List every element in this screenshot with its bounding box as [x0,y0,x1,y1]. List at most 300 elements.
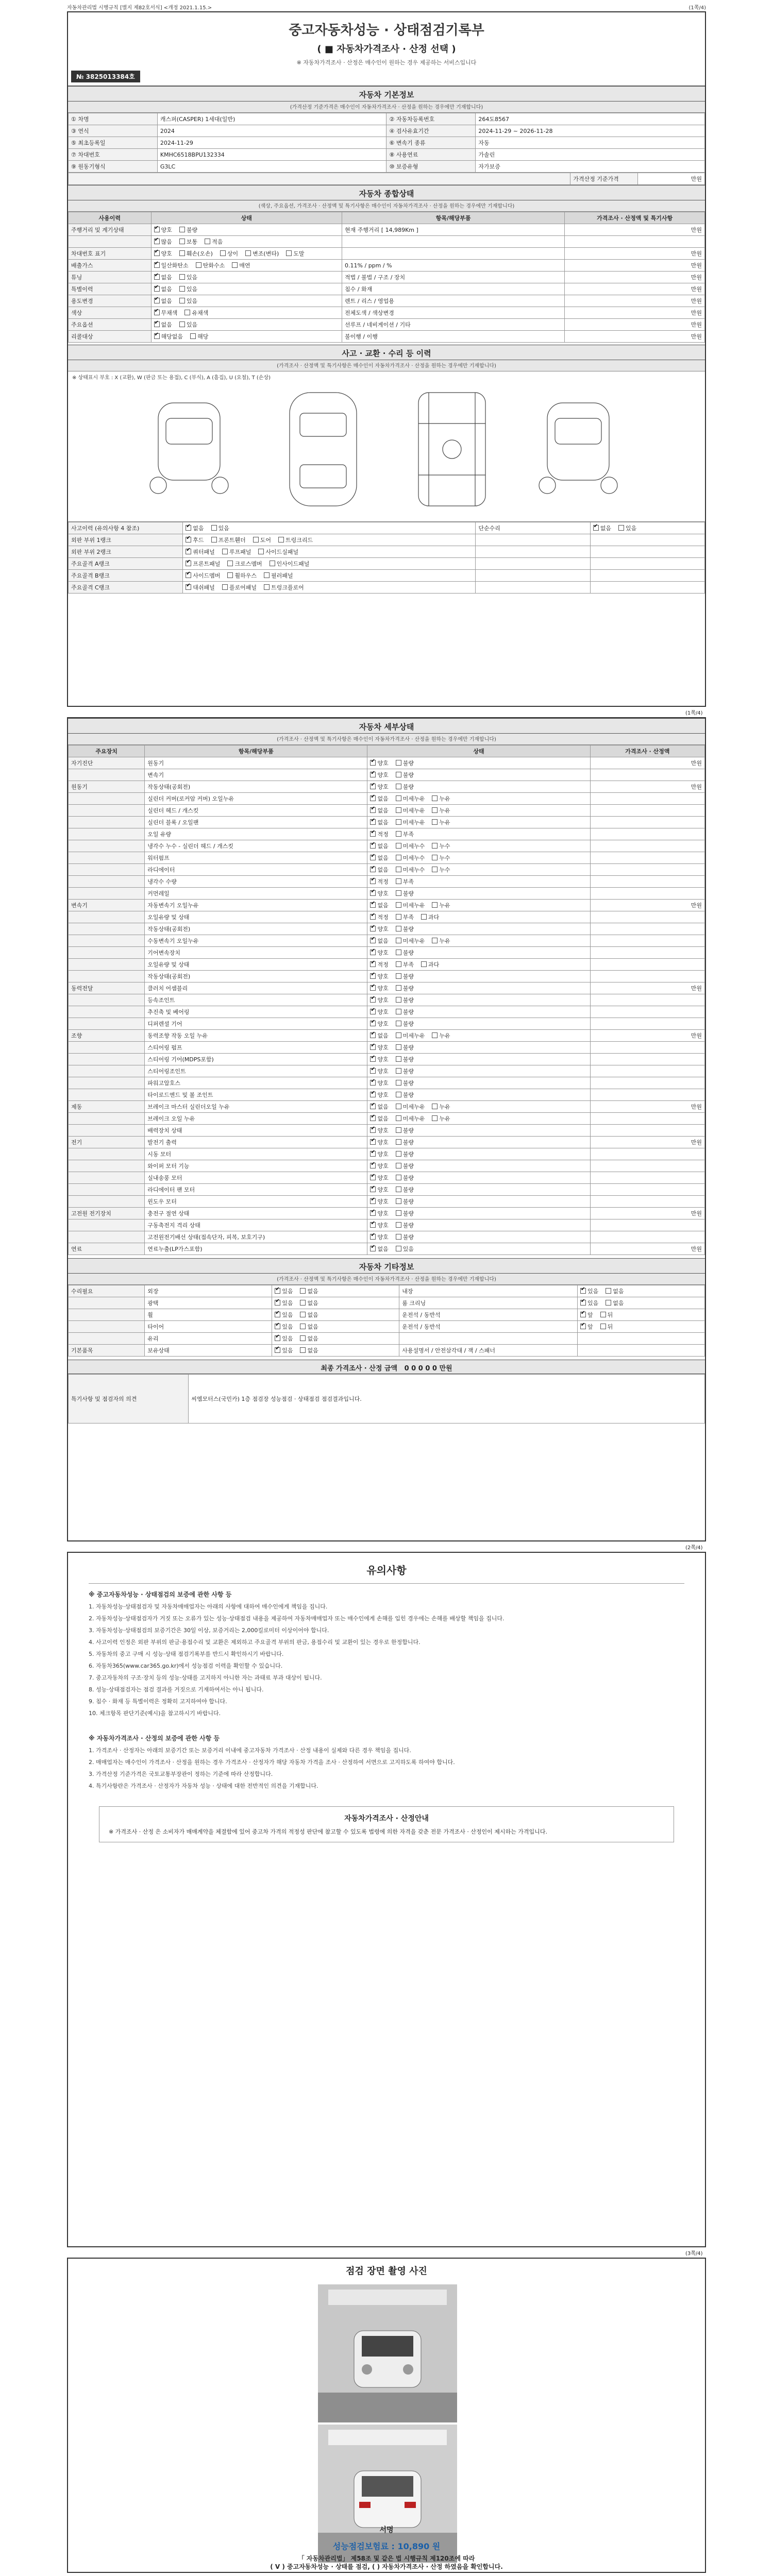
detail-status-option-label: 양호 [377,1210,389,1217]
detail-status-option[interactable] [396,1043,414,1052]
overall-status-option[interactable] [154,261,189,269]
detail-status-option[interactable] [370,794,388,803]
field-label: ⑥ 변속기 종류 [386,137,476,149]
overall-status-option[interactable] [154,309,178,317]
accident-option-label: 있음 [218,525,229,532]
detail-status-option-label: 양호 [377,1139,389,1146]
other-info-option[interactable] [600,1311,613,1319]
accident-option[interactable] [253,536,271,544]
accident-option[interactable] [186,548,215,556]
overall-detail: 렌트 / 리스 / 영업용 [342,295,565,307]
detail-device [69,947,145,959]
accident-option-label: 사이드멤버 [193,572,221,579]
price-guide-text: ※ 가격조사 · 산정 은 소비자가 매매계약을 체결함에 있어 중고차 가격의 적정성 판단에 참고할 수 있도록 법령에 의한 자격을 갖춘 전문 가격조사 · 산정인이 제시하는 가격입니다. [109,1828,547,1835]
basic-info-row [69,161,705,173]
overall-status-option-label: 탄화수소 [203,262,225,269]
detail-status-option[interactable] [396,925,414,933]
document-number: № 3825013384호 [71,71,140,82]
overall-status-option[interactable] [154,249,172,258]
other-info-option[interactable] [580,1299,598,1307]
detail-status-option-label: 양호 [377,1222,389,1229]
accident-history-title: 사고 · 교환 · 수리 등 이력 [68,345,705,360]
detail-status-option[interactable] [396,937,425,945]
other-info-option-label: 있음 [282,1300,293,1307]
other-info-option[interactable] [275,1334,293,1343]
detail-status-option[interactable] [370,842,388,850]
basic-info-note: (가격산정 기준가격은 매수인이 자동차가격조사 · 산정을 원하는 경우에만 기재합니다) [68,101,705,113]
detail-price [590,959,704,971]
other-info-option[interactable] [300,1299,318,1307]
overall-status-option[interactable] [184,309,208,317]
accident-option[interactable] [227,560,262,568]
accident-option[interactable] [227,571,257,580]
other-info-option[interactable] [300,1334,318,1343]
overall-status-option-label: 유채색 [192,310,209,316]
overall-status-option[interactable] [232,261,250,269]
detail-status-option[interactable] [370,806,388,815]
detail-status-option[interactable] [396,1031,425,1040]
overall-status-option-label: 상이 [227,250,239,257]
detail-status-option[interactable] [370,1126,388,1134]
accident-option[interactable] [186,583,215,591]
other-info-cell: 수리필요 [69,1285,145,1297]
detail-item: 변속기 [145,769,367,781]
detail-status-option[interactable] [370,1008,388,1016]
other-info-option-label: 없음 [307,1347,318,1354]
field-value: 자동 [476,137,705,149]
detail-status-option[interactable] [396,794,425,803]
detail-status-option[interactable] [432,1031,450,1040]
form-header-line [67,3,706,10]
overall-status-option[interactable] [154,238,172,246]
detail-status-option-label: 불량 [402,1009,414,1015]
detail-status-option[interactable] [370,913,388,921]
accident-option[interactable] [618,524,636,532]
detail-status-option[interactable] [370,1114,388,1123]
overall-status-option-label: 훼손(오손) [186,250,213,257]
detail-status-option[interactable] [396,1103,425,1111]
detail-status-option[interactable] [370,1150,388,1158]
detail-status-option-label: 미세누유 [402,795,425,802]
page-1-number: (1쪽/4) [685,710,703,716]
accident-option-label: 프론트휀더 [218,537,246,544]
overall-price: 만원 [565,260,705,272]
other-info-option-label: 있음 [587,1300,599,1307]
other-info-cell: 유리 [145,1333,272,1345]
detail-status-option[interactable] [396,1233,414,1241]
overall-detail: 현재 주행거리 [ 14,989Km ] [342,224,565,236]
overall-status-option[interactable] [179,226,197,234]
detail-status-option-label: 미세누유 [402,819,425,826]
detail-status-option[interactable] [396,972,414,980]
overall-status-option[interactable] [154,285,172,293]
overall-status-option[interactable] [179,249,213,258]
detail-status-option[interactable] [396,984,414,992]
detail-status-option-label: 불량 [402,985,414,992]
detail-row [69,864,705,876]
overall-status-option[interactable] [154,320,172,329]
detail-device [69,1089,145,1101]
detail-status-option[interactable] [370,1043,388,1052]
detail-status-option[interactable] [396,948,414,957]
overall-status-option[interactable] [154,332,183,341]
field-value: KMHC6518BPU132334 [157,149,386,161]
detail-status-option-label: 누유 [439,807,450,814]
overall-status-option[interactable] [179,285,197,293]
detail-status-option[interactable] [396,818,425,826]
other-info-cell [577,1285,704,1297]
detail-status-option[interactable] [370,925,388,933]
detail-status-option-label: 양호 [377,1080,389,1087]
accident-cell [476,582,590,594]
detail-device [69,1148,145,1160]
accident-option[interactable] [186,524,204,532]
overall-status-option[interactable] [220,249,238,258]
fee-text: 성능점검보험료 : 10,890 원 [332,2541,441,2551]
detail-status-option-label: 미세누유 [402,1032,425,1039]
accident-cell [590,582,704,594]
accident-option[interactable] [222,548,251,556]
detail-status [367,793,590,805]
detail-status-option[interactable] [396,1079,414,1087]
detail-status-option[interactable] [370,759,388,767]
detail-status-option[interactable] [396,854,425,862]
detail-status-option[interactable] [396,960,414,969]
detail-status [367,1065,590,1077]
detail-status-option[interactable] [370,1209,388,1217]
other-info-option-label: 있음 [282,1288,293,1295]
page-3 [67,1552,706,2247]
detail-item: 연료누출(LP가스포함) [145,1243,367,1255]
detail-status-option-label: 양호 [377,1009,389,1015]
detail-item: 실린더 헤드 / 개스킷 [145,805,367,817]
page-count: (1쪽/4) [688,5,706,11]
detail-status-option[interactable] [396,877,414,886]
detail-status-option[interactable] [370,937,388,945]
detail-device [69,923,145,935]
detail-status-option[interactable] [370,783,388,791]
other-info-option[interactable] [580,1323,593,1331]
detail-status-option[interactable] [396,1150,414,1158]
accident-option[interactable] [222,583,257,591]
detail-status-option[interactable] [421,960,439,969]
price-basis-label: 가격산정 기준가격 [570,173,637,185]
detail-price [590,1231,704,1243]
other-info-option[interactable] [580,1287,598,1295]
detail-status-option[interactable] [396,1114,425,1123]
detail-status-option[interactable] [370,1031,388,1040]
detail-status-option[interactable] [396,913,414,921]
overall-status-option[interactable] [179,238,197,246]
detail-status-option[interactable] [396,1162,414,1170]
detail-status-option[interactable] [421,913,439,921]
detail-row [69,1089,705,1101]
detail-status-option-label: 불량 [402,1198,414,1205]
other-info-cell: 외장 [145,1285,272,1297]
detail-device [69,793,145,805]
detail-header-cell: 가격조사 · 산정액 [590,745,704,757]
detail-status-option[interactable] [396,1091,414,1099]
detail-price [590,1196,704,1208]
detail-status-option[interactable] [432,901,450,909]
overall-item: 특별이력 [69,283,152,295]
detail-status-option-label: 불량 [402,1127,414,1134]
other-info-cell [272,1333,399,1345]
detail-status [367,1018,590,1030]
detail-status-option-label: 양호 [377,1187,389,1193]
accident-option-label: 루프패널 [229,549,251,555]
overall-status-option[interactable] [245,249,279,258]
detail-status-option[interactable] [370,984,388,992]
detail-status-option[interactable] [396,866,425,874]
detail-status-option[interactable] [370,818,388,826]
detail-price [590,1006,704,1018]
detail-item: 스티어링 기어(MDPS포함) [145,1054,367,1065]
detail-status [367,1196,590,1208]
overall-price: 만원 [565,319,705,331]
overall-status-option[interactable] [179,297,197,305]
detail-device [69,1006,145,1018]
overall-status-option[interactable] [154,273,172,281]
accident-option[interactable] [264,583,304,591]
detail-status-option[interactable] [396,1221,414,1229]
accident-option-label: 크로스멤버 [234,561,262,567]
other-info-cell [69,1309,145,1321]
other-info-cell: 휠 [145,1309,272,1321]
other-info-option[interactable] [300,1323,318,1331]
detail-device [69,935,145,947]
detail-status-option[interactable] [370,901,388,909]
detail-status-option[interactable] [396,1209,414,1217]
detail-price [590,1042,704,1054]
detail-row [69,982,705,994]
detail-status-option-label: 미세누유 [402,938,425,944]
accident-cell [590,534,704,546]
car-diagram [68,382,705,522]
detail-status-option[interactable] [396,1245,414,1253]
overall-status-option[interactable] [154,297,172,305]
detail-status [367,852,590,864]
detail-row [69,900,705,911]
accident-option[interactable] [258,548,298,556]
detail-status-option[interactable] [370,996,388,1004]
detail-status-option[interactable] [396,783,414,791]
overall-header-cell: 사용이력 [69,212,152,224]
overall-status-option-label: 있음 [186,286,198,293]
detail-status-option-label: 미세누수 [402,867,425,873]
detail-item: 자동변속기 오일누유 [145,900,367,911]
detail-status-option[interactable] [396,1138,414,1146]
detail-price [590,911,704,923]
detail-status-option[interactable] [396,901,425,909]
detail-status-option[interactable] [370,1174,388,1182]
accident-cell [476,546,590,558]
field-label: ⑧ 사용연료 [386,149,476,161]
detail-status-option[interactable] [370,1138,388,1146]
detail-status-option[interactable] [370,1245,388,1253]
other-info-option[interactable] [275,1311,293,1319]
other-info-row [69,1321,705,1333]
detail-status-option[interactable] [432,806,450,815]
detail-status-option[interactable] [370,1233,388,1241]
detail-status-option[interactable] [370,1221,388,1229]
detail-status-option[interactable] [370,830,388,838]
detail-status-option[interactable] [432,1103,450,1111]
detail-item: 커먼레일 [145,888,367,900]
opinion-table [68,1374,705,1423]
detail-item: 디퍼렌셜 기어 [145,1018,367,1030]
other-info-option[interactable] [580,1311,593,1319]
other-info-option[interactable] [275,1346,293,1354]
detail-status-option-label: 불량 [402,1044,414,1051]
accident-option[interactable] [186,536,204,544]
detail-status-option[interactable] [396,889,414,897]
detail-status-option-label: 불량 [402,784,414,790]
final-price-value: 0 0 0 0 0 만원 [404,1365,452,1372]
detail-status-option[interactable] [370,948,388,957]
overall-item: 색상 [69,307,152,319]
detail-status-option[interactable] [370,1055,388,1063]
detail-item: 윈도우 모터 [145,1196,367,1208]
overall-status-option[interactable] [205,238,223,246]
detail-status-option-label: 과다 [428,961,440,968]
detail-status-option[interactable] [370,866,388,874]
detail-status-option[interactable] [370,889,388,897]
detail-status-option[interactable] [370,771,388,779]
detail-status-option[interactable] [370,960,388,969]
detail-status-option[interactable] [396,1174,414,1182]
detail-status-option[interactable] [370,1020,388,1028]
detail-row [69,1208,705,1219]
accident-option[interactable] [211,524,229,532]
overall-status-table [68,212,705,343]
overall-status [151,236,342,248]
accident-cell [476,534,590,546]
detail-status-option[interactable] [370,1091,388,1099]
detail-status-option-label: 불량 [402,772,414,778]
detail-status-option[interactable] [432,842,450,850]
overall-status [151,295,342,307]
detail-status-option[interactable] [370,972,388,980]
other-info-option[interactable] [606,1287,624,1295]
detail-device: 고전원 전기장치 [69,1208,145,1219]
other-info-option[interactable] [275,1287,293,1295]
detail-status-option[interactable] [370,1197,388,1206]
accident-option[interactable] [593,524,611,532]
detail-row [69,1042,705,1054]
other-info-cell [577,1345,704,1357]
accident-option[interactable] [264,571,293,580]
detail-status-option-label: 적정 [377,831,389,838]
detail-status-option[interactable] [396,1008,414,1016]
detail-status-option[interactable] [432,1114,450,1123]
accident-cell [183,534,476,546]
detail-status-option[interactable] [396,842,425,850]
accident-history-note: (가격조사 · 산정액 및 특기사항은 매수인이 자동차가격조사 · 산정을 원하는 경우에만 기재합니다) [68,360,705,371]
other-info-option[interactable] [600,1323,613,1331]
detail-row [69,769,705,781]
detail-status-option-label: 누유 [439,1104,450,1110]
detail-item: 파워고압호스 [145,1077,367,1089]
photo-section-title: 점검 장면 촬영 사진 [346,2266,427,2277]
detail-status-option[interactable] [396,806,425,815]
detail-price: 만원 [590,1208,704,1219]
detail-status-option[interactable] [370,1185,388,1194]
detail-status-option[interactable] [432,794,450,803]
detail-status-option[interactable] [396,1055,414,1063]
detail-row [69,1172,705,1184]
detail-status-option[interactable] [370,877,388,886]
detail-status-option[interactable] [396,830,414,838]
detail-status-option[interactable] [432,818,450,826]
detail-status [367,1101,590,1113]
accident-row [69,558,705,570]
overall-status-option[interactable] [286,249,304,258]
overall-status-option[interactable] [196,261,225,269]
detail-row [69,935,705,947]
other-info-option[interactable] [275,1299,293,1307]
detail-status-option[interactable] [396,996,414,1004]
overall-status-option[interactable] [154,226,172,234]
overall-item: 튜닝 [69,272,152,283]
detail-device [69,1196,145,1208]
detail-price [590,852,704,864]
detail-status-option[interactable] [370,1079,388,1087]
detail-status-option[interactable] [370,1103,388,1111]
other-info-option[interactable] [300,1287,318,1295]
overall-status-option[interactable] [179,320,197,329]
overall-status-option[interactable] [179,273,197,281]
detail-status-option[interactable] [396,771,414,779]
detail-status-option[interactable] [370,854,388,862]
detail-row [69,1184,705,1196]
detail-item: 기어변속장치 [145,947,367,959]
detail-status-option[interactable] [370,1162,388,1170]
other-info-option[interactable] [300,1311,318,1319]
detail-status-option-label: 미세누유 [402,1115,425,1122]
accident-option[interactable] [211,536,246,544]
detail-device [69,852,145,864]
accident-option[interactable] [186,571,220,580]
detail-status [367,1243,590,1255]
detail-status-option[interactable] [396,1197,414,1206]
accident-option[interactable] [278,536,313,544]
other-info-option[interactable] [300,1346,318,1354]
accident-option[interactable] [186,560,220,568]
detail-status [367,888,590,900]
detail-status-option[interactable] [396,759,414,767]
accident-option[interactable] [270,560,310,568]
detail-status-option[interactable] [396,1067,414,1075]
overall-status-option[interactable] [190,332,208,341]
detail-status-option[interactable] [432,854,450,862]
detail-status-option-label: 미세누수 [402,843,425,850]
detail-status-option[interactable] [396,1020,414,1028]
detail-status-option[interactable] [370,1067,388,1075]
accident-option-label: 사이드실패널 [265,549,299,555]
detail-status-option[interactable] [396,1126,414,1134]
detail-status [367,1172,590,1184]
other-info-option[interactable] [606,1299,624,1307]
detail-status-option[interactable] [432,866,450,874]
other-info-option[interactable] [275,1323,293,1331]
detail-status-option[interactable] [432,937,450,945]
detail-status-option-label: 미세누유 [402,807,425,814]
detail-status-option[interactable] [396,1185,414,1194]
field-value: 캐스퍼(CASPER) 1세대(일반) [157,113,386,125]
detail-price [590,888,704,900]
detail-status-option-label: 없음 [377,867,389,873]
